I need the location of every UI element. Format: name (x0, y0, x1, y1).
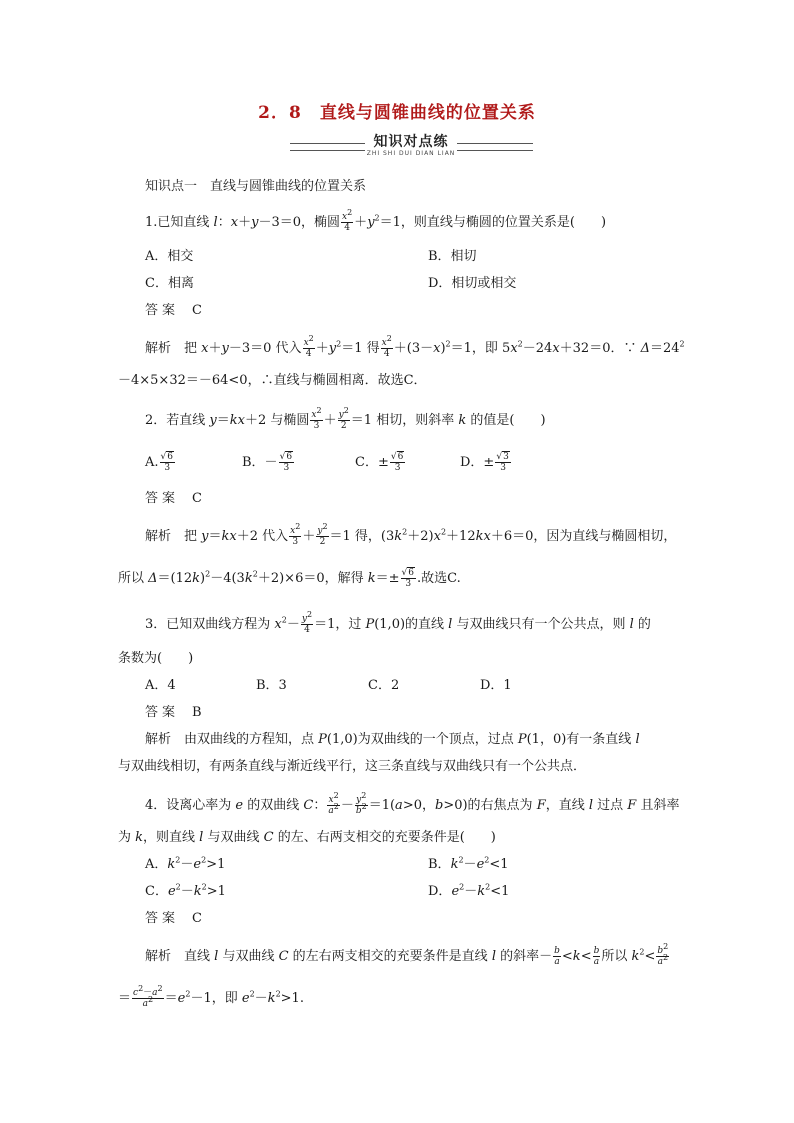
answer-label: 答案 (145, 303, 180, 318)
q2-stem: 2．若直线 y＝kx＋2 与椭圆 $\frac{x^2}{3}$ ＋ $\frac{y^2}{2}$ ＝1 相切，则斜率 k 的值是( ) (145, 406, 546, 431)
q4-answer (145, 910, 202, 928)
q1-analysis-1: 解析 把 x＋y－3＝0 代入 $\frac{x^2}{4}$ $+y^2=1$ 得 $\frac{x^2}{4}$ $+(3-x)^2=1$，即 $5x^2-24x+32=0$．∵ $\Delta=24^2$ (145, 334, 685, 359)
q1-number: 1. (145, 215, 158, 230)
analysis-label: 解析 (145, 732, 172, 747)
q1-option-a: A．相交 (145, 249, 194, 264)
section-heading: 知识点一 直线与圆锥曲线的位置关系 (145, 179, 367, 194)
q3-stem-1: 3．已知双曲线方程为 $x^2-$ $\frac{y^2}{4}$ ＝1，过 P(1,0)的直线 l 与双曲线只有一个公共点，则 l 的 (145, 610, 651, 635)
q4-option-c: C．$e^2-k^2>1$ (145, 882, 226, 899)
q2-option-a: A. $\frac{√6}{3}$ (145, 452, 174, 473)
q2-analysis-2: 所以 $\Delta=(12k)^2-4(3k^2+2)\times 6=0$，解得 k＝± $\frac{√6}{3}$ .故选C. (118, 568, 461, 589)
q2-answer-value: C (192, 491, 202, 506)
q3-answer (145, 704, 202, 722)
q3-option-b: B．3 (256, 678, 287, 693)
q2-answer (145, 490, 202, 508)
q3-answer-value: B (192, 705, 202, 720)
q3-analysis-1: 解析 由双曲线的方程知，点 P(1,0)为双曲线的一个顶点，过点 P(1，0)有一条直线 l (145, 732, 640, 747)
q2-option-d: D．± $\frac{√3}{3}$ (460, 452, 509, 473)
q4-analysis-2: ＝ $\frac{c^2-a^2}{a^2}$ $=e^2-1$，即 $e^2-k^2>1$. (118, 984, 304, 1009)
q4-option-d: D．$e^2-k^2<1$ (428, 882, 510, 899)
analysis-label: 解析 (145, 341, 172, 356)
banner-sub: ZHI SHI DUI DIAN LIAN (366, 150, 456, 157)
page-title: 2．8 直线与圆锥曲线的位置关系 (258, 103, 536, 123)
q4-analysis-1: 解析 直线 l 与双曲线 C 的左右两支相交的充要条件是直线 l 的斜率－ $\frac{b}{a}$ <k< $\frac{b}{a}$ 所以 $k^2<$ $\frac{b^2}{a^2}$ (145, 942, 669, 967)
q2-option-c: C．± $\frac{√6}{3}$ (355, 452, 404, 473)
q1-stem: 1.已知直线 l：x＋y－3＝0，椭圆 $\frac{x^2}{4}$ $+y^2=1$，则直线与椭圆的位置关系是( ) (145, 208, 607, 233)
analysis-label: 解析 (145, 949, 172, 964)
q1-option-b: B．相切 (428, 249, 477, 264)
q3-stem-2: 条数为( ) (118, 651, 194, 666)
q1-analysis-2: －4×5×32＝－64<0，∴直线与椭圆相离．故选C． (118, 373, 427, 388)
banner-main: 知识对点练 (373, 134, 449, 150)
q2-option-b: B．－ $\frac{√6}{3}$ (242, 452, 293, 473)
banner-box (365, 134, 457, 155)
section-banner (290, 134, 533, 163)
q4-stem-1: 4．设离心率为 e 的双曲线 C： $\frac{x^2}{a^2}$ － $\frac{y^2}{b^2}$ ＝1(a>0，b>0)的右焦点为 F，直线 l 过点 F 且斜率 (145, 791, 680, 816)
q4-stem-2: 为 k，则直线 l 与双曲线 C 的左、右两支相交的充要条件是( ) (118, 830, 496, 845)
q1-answer-value: C (192, 303, 202, 318)
q3-number: 3． (145, 617, 167, 632)
q4-number: 4． (145, 798, 167, 813)
q2-number: 2． (145, 413, 167, 428)
q4-answer-value: C (192, 911, 202, 926)
answer-label: 答案 (145, 911, 180, 926)
q4-option-b: B．$k^2-e^2<1$ (428, 855, 509, 872)
q3-option-c: C．2 (368, 678, 400, 693)
q2-analysis-1: 解析 把 y＝kx＋2 代入 $\frac{x^2}{3}$ ＋ $\frac{y^2}{2}$ ＝1 得，$(3k^2+2)x^2+12kx+6=0$，因为直线与椭圆相切， (145, 522, 677, 547)
q3-option-d: D．1 (480, 678, 512, 693)
q1-option-c: C．相离 (145, 276, 194, 291)
q3-analysis-2: 与双曲线相切，有两条直线与渐近线平行，这三条直线与双曲线只有一个公共点． (118, 759, 587, 774)
q1-option-d: D．相切或相交 (428, 276, 517, 291)
q1-answer (145, 302, 202, 320)
q3-option-a: A．4 (145, 678, 176, 693)
q4-option-a: A．$k^2-e^2>1$ (145, 855, 226, 872)
answer-label: 答案 (145, 491, 180, 506)
analysis-label: 解析 (145, 529, 172, 544)
answer-label: 答案 (145, 705, 180, 720)
